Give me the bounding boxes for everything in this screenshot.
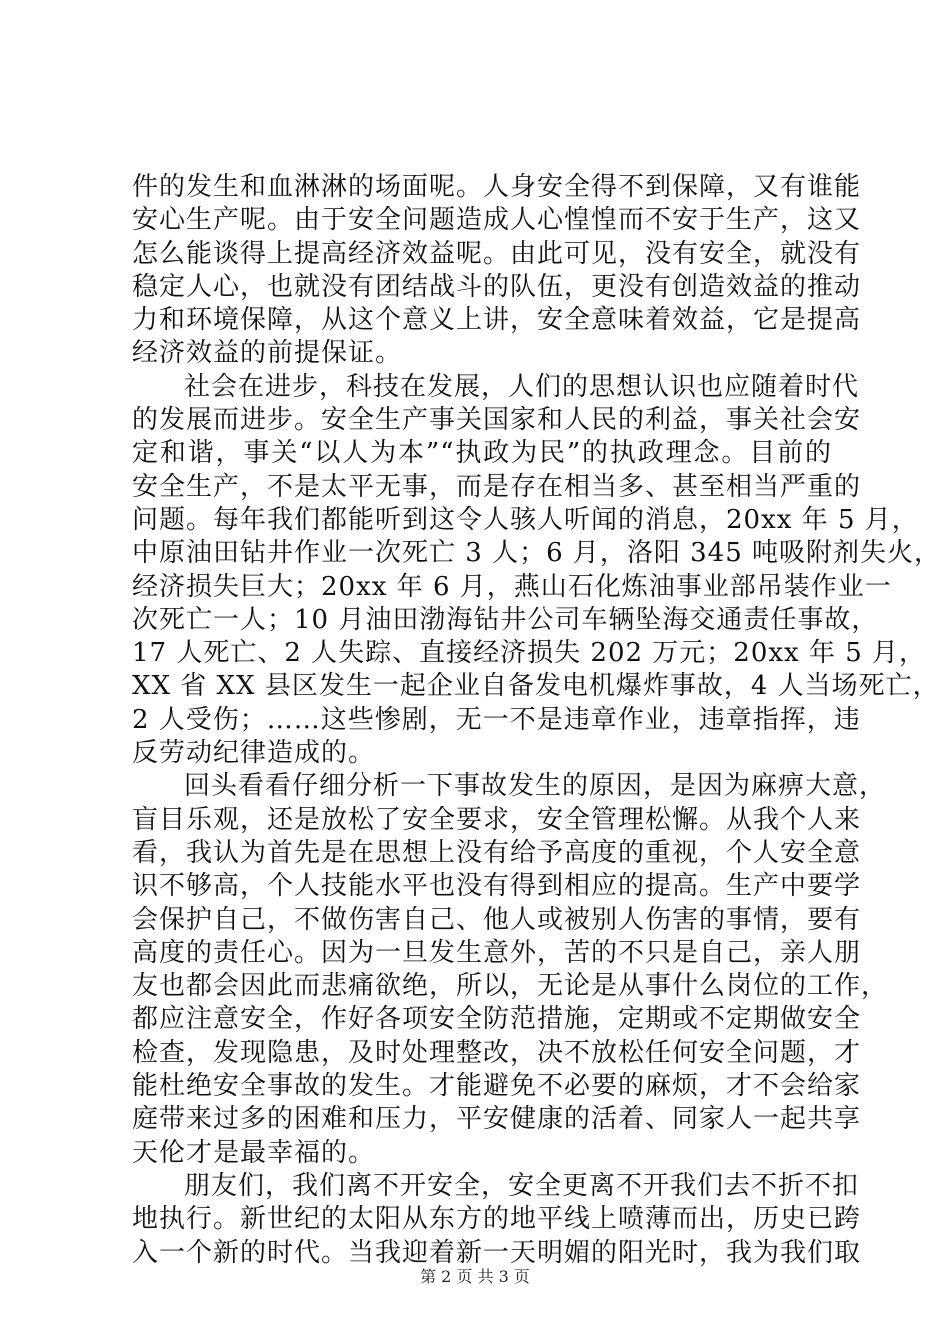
text-line: 件的发生和血淋淋的场面呢。人身安全得不到保障，又有谁能 — [132, 172, 862, 202]
body-text — [132, 171, 942, 1270]
text-line: 怎么能谈得上提高经济效益呢。由此可见，没有安全，就没有 — [132, 238, 862, 269]
text-line: 看，我认为首先是在思想上没有给予高度的重视，个人安全意 — [132, 837, 862, 868]
text-line: 会保护自己，不做伤害自己、他人或被别人伤害的事情，要有 — [132, 904, 862, 935]
text-line: 庭带来过多的困难和压力，平安健康的活着、同家人一起共享 — [132, 1104, 862, 1135]
text-line: 稳定人心，也就没有团结战斗的队伍，更没有创造效益的推动 — [132, 271, 862, 302]
text-line: 安心生产呢。由于安全问题造成人心惶惶而不安于生产，这又 — [132, 205, 862, 236]
text-line: 检查，发现隐患，及时处理整改，决不放松任何安全问题，才 — [132, 1037, 862, 1068]
text-line: 经济损失巨大；20xx 年 6 月，燕山石化炼油事业部吊装作业一 — [132, 571, 892, 602]
page-footer: 第 2 页 共 3 页 — [420, 1267, 530, 1286]
text-line: 高度的责任心。因为一旦发生意外，苦的不只是自己，亲人朋 — [132, 937, 862, 968]
text-line: 力和环境保障，从这个意义上讲，安全意味着效益，它是提高 — [132, 305, 862, 336]
text-line: 中原油田钻井作业一次死亡 3 人；6 月，洛阳 345 吨吸附剂失火， — [132, 538, 942, 569]
text-line: 17 人死亡、2 人失踪、直接经济损失 202 万元；20xx 年 5 月， — [132, 638, 927, 669]
text-line: XX 省 XX 县区发生一起企业自备发电机爆炸事故，4 人当场死亡， — [132, 671, 940, 702]
text-line: 识不够高，个人技能水平也没有得到相应的提高。生产中要学 — [132, 871, 862, 902]
paragraph-first-line: 社会在进步，科技在发展，人们的思想认识也应随着时代 — [184, 371, 860, 402]
text-line: 反劳动纪律造成的。 — [132, 738, 376, 769]
text-line: 入一个新的时代。当我迎着新一天明媚的阳光时，我为我们取 — [132, 1237, 862, 1268]
text-line: 经济效益的前提保证。 — [132, 338, 403, 369]
text-line: 定和谐，事关“以人为本”“执政为民”的执政理念。目前的 — [132, 438, 832, 469]
text-line: 地执行。新世纪的太阳从东方的地平线上喷薄而出，历史已跨 — [132, 1204, 862, 1235]
text-line: 问题。每年我们都能听到这令人骇人听闻的消息，20xx 年 5 月， — [132, 504, 919, 535]
text-line: 的发展而进步。安全生产事关国家和人民的利益，事关社会安 — [132, 405, 862, 436]
paragraph-first-line: 回头看看仔细分析一下事故发生的原因，是因为麻痹大意， — [184, 771, 887, 802]
text-line: 2 人受伤；……这些惨剧，无一不是违章作业，违章指挥，违 — [132, 704, 861, 735]
text-line: 能杜绝安全事故的发生。才能避免不必要的麻烦，才不会给家 — [132, 1071, 862, 1102]
text-line: 次死亡一人；10 月油田渤海钻井公司车辆坠海交通责任事故， — [132, 604, 879, 635]
text-line: 友也都会因此而悲痛欲绝，所以，无论是从事什么岗位的工作， — [132, 971, 889, 1002]
text-line: 都应注意安全，作好各项安全防范措施，定期或不定期做安全 — [132, 1004, 862, 1035]
text-line: 盲目乐观，还是放松了安全要求，安全管理松懈。从我个人来 — [132, 804, 862, 835]
text-line: 安全生产，不是太平无事，而是存在相当多、甚至相当严重的 — [132, 471, 862, 502]
text-line: 天伦才是最幸福的。 — [132, 1137, 376, 1168]
paragraph-first-line: 朋友们，我们离不开安全，安全更离不开我们去不折不扣 — [184, 1170, 860, 1201]
